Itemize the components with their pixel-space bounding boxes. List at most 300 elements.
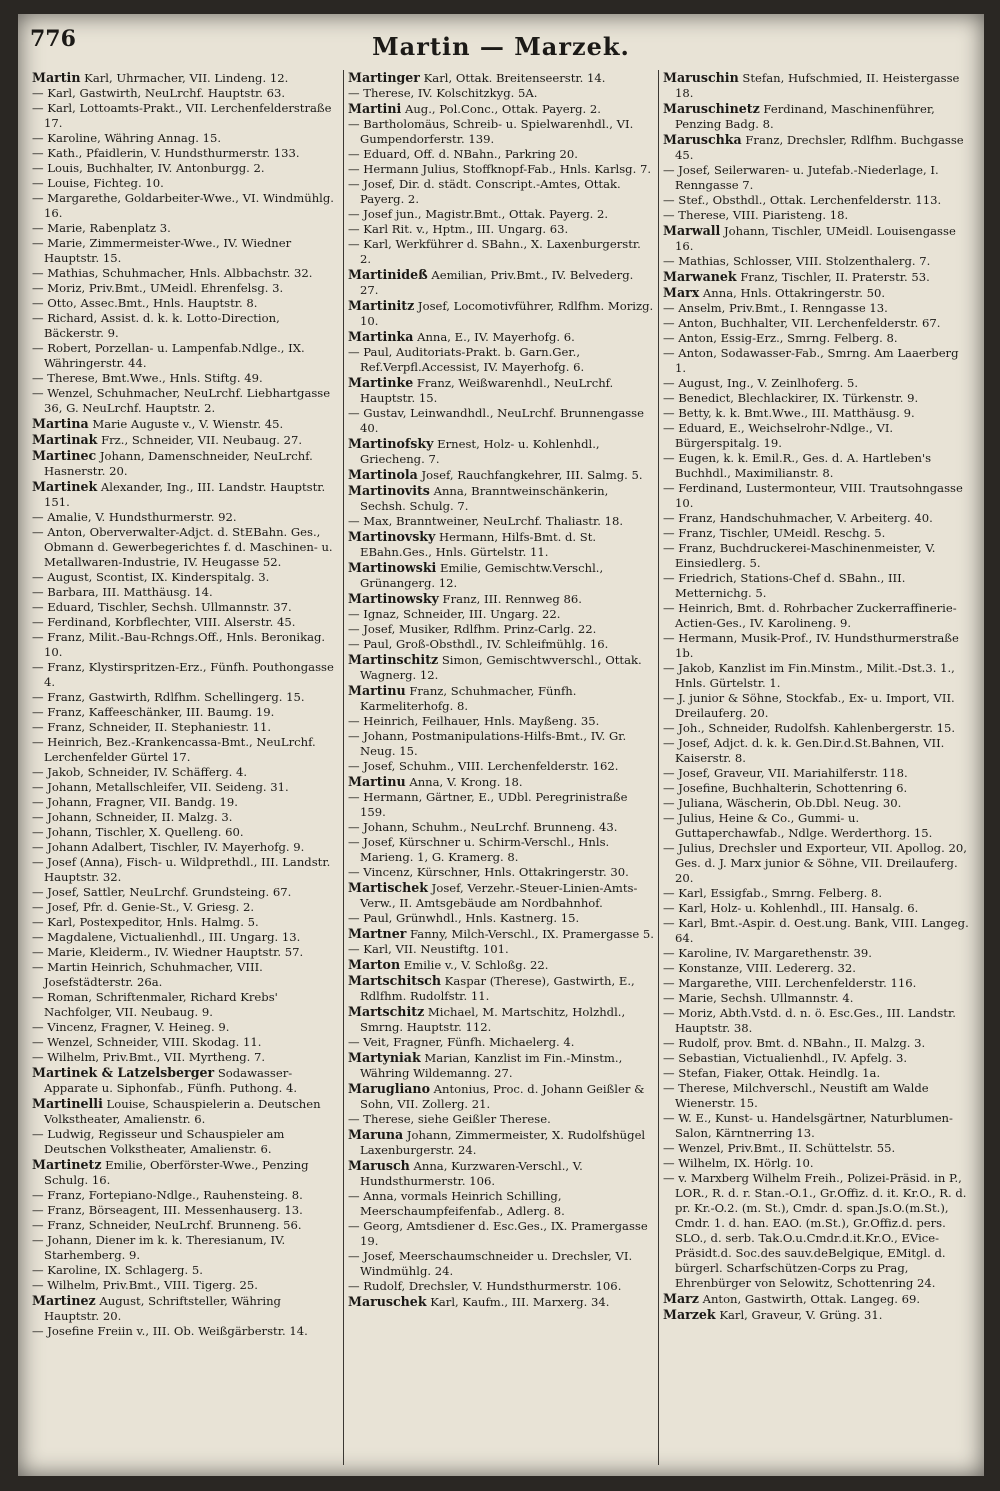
entry-details: — Karl, Lottoamts-Prakt., VII. Lerchenfelderstraße 17. <box>32 101 332 130</box>
directory-entry <box>663 481 969 511</box>
directory-entry <box>348 1279 654 1294</box>
directory-entry <box>663 571 969 601</box>
entry-surname: Marz <box>663 1291 699 1306</box>
directory-entry <box>348 406 654 436</box>
directory-entry <box>32 825 339 840</box>
directory-entry <box>348 162 654 177</box>
entry-surname: Martinitz <box>348 298 415 313</box>
directory-entry <box>32 101 339 131</box>
directory-entry <box>32 221 339 236</box>
entry-details: Franz, Tischler, II. Praterstr. 53. <box>736 270 930 284</box>
directory-entry <box>32 176 339 191</box>
directory-entry <box>348 683 654 714</box>
directory-entry <box>32 900 339 915</box>
entry-details: — Franz, Gastwirth, Rdlfhm. Schellingerg. 15. <box>32 690 305 704</box>
page-header <box>18 14 984 66</box>
entry-details: Ernest, Holz- u. Kohlenhdl., Griecheng. 7. <box>360 437 600 466</box>
entry-details: — Josef, Sattler, NeuLrchf. Grundsteing. 67. <box>32 885 292 899</box>
directory-entry <box>32 1050 339 1065</box>
directory-entry <box>348 591 654 607</box>
entry-surname: Maruschka <box>663 132 742 147</box>
entry-details: — Hermann Julius, Stoffknopf-Fab., Hnls. Karlsg. 7. <box>348 162 652 176</box>
directory-entry <box>348 560 654 591</box>
directory-entry <box>32 281 339 296</box>
directory-entry <box>663 391 969 406</box>
entry-details: — Josef, Musiker, Rdlfhm. Prinz-Carlg. 22. <box>348 622 597 636</box>
entry-details: — Karoline, Währing Annag. 15. <box>32 131 222 145</box>
directory-entry <box>348 714 654 729</box>
directory-entry <box>663 1036 969 1051</box>
directory-entry <box>32 960 339 990</box>
directory-entry <box>32 131 339 146</box>
directory-entry <box>348 345 654 375</box>
directory-entry <box>663 1141 969 1156</box>
entry-details: Antonius, Proc. d. Johann Geißler & Sohn, VII. Zollerg. 21. <box>360 1082 645 1111</box>
directory-entry <box>32 735 339 765</box>
directory-entry <box>663 1066 969 1081</box>
entry-details: Anton, Gastwirth, Ottak. Langeg. 69. <box>698 1292 921 1306</box>
directory-entry <box>663 1307 969 1323</box>
entry-details: — Paul, Grünwhdl., Hnls. Kastnerg. 15. <box>348 911 580 925</box>
directory-entry <box>663 208 969 223</box>
entry-details: — Eduard, Tischler, Sechsh. Ullmannstr. 37. <box>32 600 292 614</box>
directory-entry <box>348 1189 654 1219</box>
entry-details: Karl, Ottak. Breitenseerstr. 14. <box>419 71 606 85</box>
entry-details: — Johann, Tischler, X. Quelleng. 60. <box>32 825 244 839</box>
entry-details: — Moriz, Priv.Bmt., UMeidl. Ehrenfelsg. 3. <box>32 281 284 295</box>
entry-details: — Karl, Postexpeditor, Hnls. Halmg. 5. <box>32 915 259 929</box>
entry-details: Josef, Rauchfangkehrer, III. Salmg. 5. <box>417 468 643 482</box>
directory-entry <box>348 467 654 483</box>
entry-surname: Martinowski <box>348 560 437 575</box>
directory-entry <box>32 1203 339 1218</box>
entry-details: — Eduard, Off. d. NBahn., Parkring 20. <box>348 147 578 161</box>
directory-entry <box>663 421 969 451</box>
directory-entry <box>663 163 969 193</box>
entry-details: — Ferdinand, Korbflechter, VIII. Alserstr. 45. <box>32 615 296 629</box>
directory-entry <box>32 795 339 810</box>
entry-details: — August, Ing., V. Zeinlhoferg. 5. <box>663 376 859 390</box>
entry-surname: Maruschin <box>663 70 739 85</box>
directory-entry <box>32 915 339 930</box>
entry-surname: Martschitsch <box>348 973 441 988</box>
directory-entry <box>32 840 339 855</box>
entry-details: — Kath., Pfaidlerin, V. Hundsthurmerstr. 133. <box>32 146 300 160</box>
entry-surname: Martinek <box>32 479 98 494</box>
entry-details: — Johann Adalbert, Tischler, IV. Mayerhofg. 9. <box>32 840 305 854</box>
directory-entry <box>32 1278 339 1293</box>
entry-surname: Martner <box>348 926 407 941</box>
directory-entry <box>32 885 339 900</box>
entry-details: — v. Marxberg Wilhelm Freih., Polizei-Präsid. in P., LOR., R. d. r. Stan.-O.1., Gr.Offiz. d. it. Kr.O., R. d. pr. Kr.-O.2. (m. St.), Cmdr. d. span.Js.O.(m.St.), Cmdr. 1. d. han. EAO. (m.St.), Gr.Offiz.d. pers. SLO., d. serb. Tak.O.u.Cmdr.d.it.Kr.O., EVice-Präsidt.d. Soc.des sauv.deBelgique, EMitgl. d. bürgerl. Scharfschützen-Corps zu Prag, Ehrenbürger von Selowitz, Schottenring 24. <box>663 1171 967 1290</box>
entry-details: — Barbara, III. Matthäusg. 14. <box>32 585 213 599</box>
entry-details: Johann, Tischler, UMeidl. Louisengasse 16. <box>675 224 956 253</box>
directory-entry <box>663 269 969 285</box>
entry-surname: Marzek <box>663 1307 716 1322</box>
directory-entry <box>348 207 654 222</box>
directory-entry <box>32 1218 339 1233</box>
directory-entry <box>348 514 654 529</box>
entry-details: Karl, Graveur, V. Grüng. 31. <box>715 1308 883 1322</box>
entry-details: — Johann, Fragner, VII. Bandg. 19. <box>32 795 238 809</box>
entry-details: Anna, Hnls. Ottakringerstr. 50. <box>699 286 886 300</box>
entry-details: — Sebastian, Victualienhdl., IV. Apfelg. 3. <box>663 1051 908 1065</box>
entry-surname: Martinu <box>348 774 406 789</box>
directory-entry <box>348 835 654 865</box>
entry-surname: Marwall <box>663 223 721 238</box>
directory-entry <box>663 1051 969 1066</box>
entry-details: — Karl, VII. Neustiftg. 101. <box>348 942 509 956</box>
directory-entry <box>348 375 654 406</box>
entry-details: — Robert, Porzellan- u. Lampenfab.Ndlge., IX. Währingerstr. 44. <box>32 341 305 370</box>
entry-surname: Martinu <box>348 683 406 698</box>
entry-details: — Joh., Schneider, Rudolfsh. Kahlenbergerstr. 15. <box>663 721 956 735</box>
entry-details: — Eugen, k. k. Emil.R., Ges. d. A. Hartleben's Buchhdl., Maximilianstr. 8. <box>663 451 932 480</box>
entry-details: — Friedrich, Stations-Chef d. SBahn., III. Metternichg. 5. <box>663 571 906 600</box>
entry-details: — Karoline, IX. Schlagerg. 5. <box>32 1263 203 1277</box>
entry-details: — Therese, Bmt.Wwe., Hnls. Stiftg. 49. <box>32 371 263 385</box>
directory-entry <box>348 1081 654 1112</box>
entry-details: Anna, Kurzwaren-Verschl., V. Hundsthurmerstr. 106. <box>360 1159 583 1188</box>
directory-entry <box>32 70 339 86</box>
entry-details: — Wilhelm, IX. Hörlg. 10. <box>663 1156 814 1170</box>
entry-details: — Wenzel, Schuhmacher, NeuLrchf. Liebhartgasse 36, G. NeuLrchf. Hauptstr. 2. <box>32 386 331 415</box>
entry-details: — Josef, Dir. d. städt. Conscript.-Amtes, Ottak. Payerg. 2. <box>348 177 621 206</box>
entry-details: — Karl, Essigfab., Smrng. Felberg. 8. <box>663 886 883 900</box>
entry-surname: Martinschitz <box>348 652 439 667</box>
entry-details: — Mathias, Schuhmacher, Hnls. Albbachstr. 32. <box>32 266 313 280</box>
entry-details: Kaspar (Therese), Gastwirth, E., Rdlfhm. Rudolfstr. 11. <box>360 974 635 1003</box>
directory-entry <box>32 990 339 1020</box>
entry-details: — Josef (Anna), Fisch- u. Wildprethdl., III. Landstr. Hauptstr. 32. <box>32 855 331 884</box>
entry-details: — Josef, Kürschner u. Schirm-Verschl., Hnls. Marieng. 1, G. Kramerg. 8. <box>348 835 610 864</box>
entry-details: — Eduard, E., Weichselrohr-Ndlge., VI. Bürgerspitalg. 19. <box>663 421 894 450</box>
entry-details: — Marie, Rabenplatz 3. <box>32 221 171 235</box>
entry-details: — Betty, k. k. Bmt.Wwe., III. Matthäusg. 9. <box>663 406 915 420</box>
directory-entry <box>32 1157 339 1188</box>
entry-details: — Ludwig, Regisseur und Schauspieler am Deutschen Volkstheater, Amalienstr. 6. <box>32 1127 285 1156</box>
directory-entry <box>32 1324 339 1339</box>
entry-details: — Josef, Graveur, VII. Mariahilferstr. 118. <box>663 766 908 780</box>
entry-details: — J. junior & Söhne, Stockfab., Ex- u. Import, VII. Dreilauferg. 20. <box>663 691 955 720</box>
directory-entry <box>663 101 969 132</box>
entry-details: — Ignaz, Schneider, III. Ungarg. 22. <box>348 607 561 621</box>
directory-entry <box>348 607 654 622</box>
directory-entry <box>32 930 339 945</box>
entry-details: — Juliana, Wäscherin, Ob.Dbl. Neug. 30. <box>663 796 902 810</box>
entry-details: — Karl, Bmt.-Aspir. d. Oest.ung. Bank, VIII. Langeg. 64. <box>663 916 969 945</box>
entry-details: Johann, Damenschneider, NeuLrchf. Hasnerstr. 20. <box>44 449 313 478</box>
directory-entry <box>32 341 339 371</box>
entry-details: — Josef, Seilerwaren- u. Jutefab.-Niederlage, I. Renngasse 7. <box>663 163 939 192</box>
entry-details: — Moriz, Abth.Vstd. d. n. ö. Esc.Ges., III. Landstr. Hauptstr. 38. <box>663 1006 956 1035</box>
entry-surname: Martyniak <box>348 1050 421 1065</box>
entry-details: — Veit, Fragner, Fünfh. Michaelerg. 4. <box>348 1035 575 1049</box>
entry-surname: Martinke <box>348 375 414 390</box>
directory-entry <box>32 1127 339 1157</box>
entry-surname: Martinovits <box>348 483 430 498</box>
directory-entry <box>663 631 969 661</box>
entry-details: — Margarethe, Goldarbeiter-Wwe., VI. Windmühlg. 16. <box>32 191 334 220</box>
directory-entry <box>663 1171 969 1291</box>
directory-entry <box>32 386 339 416</box>
directory-entry <box>663 1006 969 1036</box>
directory-entry <box>348 147 654 162</box>
directory-entry <box>348 177 654 207</box>
directory-entry <box>32 585 339 600</box>
entry-surname: Marugliano <box>348 1081 430 1096</box>
entry-surname: Martinofsky <box>348 436 434 451</box>
directory-entry <box>663 721 969 736</box>
entry-details: Josef, Locomotivführer, Rdlfhm. Morizg. 10. <box>360 299 654 328</box>
directory-entry <box>32 765 339 780</box>
directory-entry <box>348 70 654 86</box>
entry-details: August, Schriftsteller, Währing Hauptstr. 20. <box>44 1294 281 1323</box>
directory-entry <box>348 911 654 926</box>
entry-details: Franz, Schuhmacher, Fünfh. Karmeliterhofg. 8. <box>360 684 577 713</box>
entry-details: Emilie, Gemischtw.Verschl., Grünangerg. 12. <box>360 561 604 590</box>
entry-surname: Martinovsky <box>348 529 436 544</box>
entry-details: — Therese, IV. Kolschitzkyg. 5A. <box>348 86 538 100</box>
entry-details: — Amalie, V. Hundsthurmerstr. 92. <box>32 510 237 524</box>
directory-entry <box>32 855 339 885</box>
entry-details: — Franz, Schneider, II. Stephaniestr. 11. <box>32 720 272 734</box>
directory-entry <box>32 780 339 795</box>
entry-surname: Martinetz <box>32 1157 102 1172</box>
entry-details: — Anton, Sodawasser-Fab., Smrng. Am Laaerberg 1. <box>663 346 959 375</box>
directory-entry <box>348 483 654 514</box>
directory-entry <box>348 86 654 101</box>
entry-details: — Jakob, Schneider, IV. Schäfferg. 4. <box>32 765 248 779</box>
entry-details: Anna, Branntweinschänkerin, Sechsh. Schulg. 7. <box>360 484 609 513</box>
directory-entry <box>32 720 339 735</box>
directory-entry <box>348 880 654 911</box>
directory-entry <box>348 973 654 1004</box>
entry-details: Frz., Schneider, VII. Neubaug. 27. <box>97 433 303 447</box>
entry-details: — Gustav, Leinwandhdl., NeuLrchf. Brunnengasse 40. <box>348 406 644 435</box>
directory-entry <box>663 1111 969 1141</box>
entry-details: — Franz, Kaffeeschänker, III. Baumg. 19. <box>32 705 275 719</box>
directory-entry <box>348 1004 654 1035</box>
directory-entry <box>32 191 339 221</box>
entry-details: — Mathias, Schlosser, VIII. Stolzenthalerg. 7. <box>663 254 931 268</box>
entry-details: — Josefine Freiin v., III. Ob. Weißgärberstr. 14. <box>32 1324 308 1338</box>
entry-surname: Martinowsky <box>348 591 439 606</box>
directory-entry <box>32 161 339 176</box>
entry-details: — Therese, siehe Geißler Therese. <box>348 1112 551 1126</box>
directory-entry <box>663 961 969 976</box>
entry-details: Louise, Schauspielerin a. Deutschen Volkstheater, Amalienstr. 6. <box>44 1097 321 1126</box>
running-head: Martin — Marzek. <box>372 32 630 61</box>
directory-entry <box>663 346 969 376</box>
entry-details: — Marie, Kleiderm., IV. Wiedner Hauptstr. 57. <box>32 945 304 959</box>
directory-entry <box>32 448 339 479</box>
directory-entry <box>663 285 969 301</box>
entry-details: — Heinrich, Bez.-Krankencassa-Bmt., NeuLrchf. Lerchenfelder Gürtel 17. <box>32 735 316 764</box>
entry-details: — Rudolf, prov. Bmt. d. NBahn., II. Malzg. 3. <box>663 1036 926 1050</box>
entry-details: — Franz, Buchdruckerei-Maschinenmeister, V. Einsiedlerg. 5. <box>663 541 936 570</box>
directory-entry <box>348 222 654 237</box>
entry-details: — Karl, Holz- u. Kohlenhdl., III. Hansalg. 6. <box>663 901 919 915</box>
directory-entry <box>32 416 339 432</box>
directory-entry <box>348 436 654 467</box>
entry-details: — Max, Branntweiner, NeuLrchf. Thaliastr. 18. <box>348 514 624 528</box>
entry-surname: Martinola <box>348 467 418 482</box>
column-1 <box>28 70 343 1465</box>
directory-entry <box>348 101 654 117</box>
directory-entry <box>663 376 969 391</box>
entry-details: — Heinrich, Feilhauer, Hnls. Mayßeng. 35. <box>348 714 600 728</box>
entry-details: — Karl Rit. v., Hptm., III. Ungarg. 63. <box>348 222 569 236</box>
directory-entry <box>348 529 654 560</box>
entry-details: — Wilhelm, Priv.Bmt., VII. Myrtheng. 7. <box>32 1050 266 1064</box>
entry-details: — Wenzel, Schneider, VIII. Skodag. 11. <box>32 1035 262 1049</box>
entry-details: — Josef jun., Magistr.Bmt., Ottak. Payerg. 2. <box>348 207 609 221</box>
entry-details: — Stefan, Fiaker, Ottak. Heindlg. 1a. <box>663 1066 881 1080</box>
entry-details: — Rudolf, Drechsler, V. Hundsthurmerstr. 106. <box>348 1279 622 1293</box>
directory-entry <box>32 86 339 101</box>
entry-surname: Martinger <box>348 70 420 85</box>
entry-details: — Johann, Schneider, II. Malzg. 3. <box>32 810 233 824</box>
directory-entry <box>348 652 654 683</box>
entry-details: — Louise, Fichteg. 10. <box>32 176 164 190</box>
directory-entry <box>663 811 969 841</box>
directory-entry <box>32 1293 339 1324</box>
directory-entry <box>663 766 969 781</box>
directory-entry <box>32 525 339 570</box>
entry-details: Franz, Weißwarenhdl., NeuLrchf. Hauptstr. 15. <box>360 376 614 405</box>
entry-surname: Martinideß <box>348 267 428 282</box>
entry-surname: Martinez <box>32 1293 96 1308</box>
directory-entry <box>663 1291 969 1307</box>
entry-details: — Vincenz, Fragner, V. Heineg. 9. <box>32 1020 230 1034</box>
entry-details: — Jakob, Kanzlist im Fin.Minstm., Milit.-Dst.3. 1., Hnls. Gürtelstr. 1. <box>663 661 955 690</box>
directory-entry <box>348 790 654 820</box>
directory-entry <box>348 1158 654 1189</box>
directory-entry <box>663 526 969 541</box>
entry-details: — Hermann, Gärtner, E., UDbl. Peregrinistraße 159. <box>348 790 628 819</box>
entry-details: — Roman, Schriftenmaler, Richard Krebs' Nachfolger, VII. Neubaug. 9. <box>32 990 278 1019</box>
directory-entry <box>348 1249 654 1279</box>
entry-surname: Marusch <box>348 1158 410 1173</box>
entry-details: — Bartholomäus, Schreib- u. Spielwarenhdl., VI. Gumpendorferstr. 139. <box>348 117 634 146</box>
directory-entry <box>663 946 969 961</box>
entry-details: — Johann, Metallschleifer, VII. Seideng. 31. <box>32 780 289 794</box>
entry-details: Stefan, Hufschmied, II. Heistergasse 18. <box>675 71 960 100</box>
entry-details: — Marie, Sechsh. Ullmannstr. 4. <box>663 991 854 1005</box>
directory-entry <box>32 311 339 341</box>
directory-entry <box>663 901 969 916</box>
entry-details: — Julius, Heine & Co., Gummi- u. Guttaperchawfab., Ndlge. Werderthorg. 15. <box>663 811 933 840</box>
directory-entry <box>348 637 654 652</box>
directory-entry <box>32 1096 339 1127</box>
entry-details: — Louis, Buchhalter, IV. Antonburgg. 2. <box>32 161 265 175</box>
directory-entry <box>32 810 339 825</box>
entry-details: — Franz, Schneider, NeuLrchf. Brunneng. 56. <box>32 1218 302 1232</box>
directory-entry <box>32 945 339 960</box>
entry-surname: Martin <box>32 70 81 85</box>
entry-details: — Anselm, Priv.Bmt., I. Renngasse 13. <box>663 301 888 315</box>
directory-entry <box>663 254 969 269</box>
entry-details: — Paul, Auditoriats-Prakt. b. Garn.Ger., Ref.Verpfl.Accessist, IV. Mayerhofg. 6. <box>348 345 585 374</box>
entry-details: Hermann, Hilfs-Bmt. d. St. EBahn.Ges., Hnls. Gürtelstr. 11. <box>360 530 597 559</box>
directory-entry <box>348 622 654 637</box>
directory-entry <box>663 451 969 481</box>
entry-surname: Martschitz <box>348 1004 425 1019</box>
entry-details: — Magdalene, Victualienhdl., III. Ungarg. 13. <box>32 930 301 944</box>
entry-details: — Karoline, IV. Margarethenstr. 39. <box>663 946 872 960</box>
entry-details: Anna, E., IV. Mayerhofg. 6. <box>413 330 575 344</box>
entry-details: Franz, Drechsler, Rdlfhm. Buchgasse 45. <box>675 133 964 162</box>
directory-entry <box>348 298 654 329</box>
entry-details: — Franz, Tischler, UMeidl. Reschg. 5. <box>663 526 886 540</box>
entry-details: — Johann, Schuhm., NeuLrchf. Brunneng. 43. <box>348 820 618 834</box>
entry-details: Aug., Pol.Conc., Ottak. Payerg. 2. <box>401 102 601 116</box>
entry-details: Alexander, Ing., III. Landstr. Hauptstr. 151. <box>44 480 326 509</box>
directory-entry <box>663 691 969 721</box>
directory-entry <box>32 660 339 690</box>
entry-details: — Franz, Fortepiano-Ndlge., Rauhensteing. 8. <box>32 1188 303 1202</box>
directory-entry <box>663 223 969 254</box>
directory-entry <box>32 266 339 281</box>
directory-entry <box>348 774 654 790</box>
entry-details: — Margarethe, VIII. Lerchenfelderstr. 116. <box>663 976 917 990</box>
entry-details: Marie Auguste v., V. Wienstr. 45. <box>88 417 284 431</box>
directory-entry <box>32 1233 339 1263</box>
directory-entry <box>348 267 654 298</box>
entry-details: — Wilhelm, Priv.Bmt., VIII. Tigerg. 25. <box>32 1278 258 1292</box>
entry-details: — Vincenz, Kürschner, Hnls. Ottakringerstr. 30. <box>348 865 629 879</box>
entry-details: — Benedict, Blechlackirer, IX. Türkenstr. 9. <box>663 391 919 405</box>
directory-entry <box>32 615 339 630</box>
entry-surname: Marton <box>348 957 401 972</box>
directory-entry <box>32 1065 339 1096</box>
entry-details: — Johann, Diener im k. k. Theresianum, IV. Starhemberg. 9. <box>32 1233 286 1262</box>
directory-entry <box>32 146 339 161</box>
directory-entry <box>663 781 969 796</box>
entry-details: — Georg, Amtsdiener d. Esc.Ges., IX. Pramergasse 19. <box>348 1219 648 1248</box>
entry-details: — Josef, Adjct. d. k. k. Gen.Dir.d.St.Bahnen, VII. Kaiserstr. 8. <box>663 736 945 765</box>
entry-surname: Martina <box>32 416 89 431</box>
directory-entry <box>348 1219 654 1249</box>
entry-details: — Anton, Buchhalter, VII. Lerchenfelderstr. 67. <box>663 316 941 330</box>
directory-entry <box>348 820 654 835</box>
entry-details: — Josef, Meerschaumschneider u. Drechsler, VI. Windmühlg. 24. <box>348 1249 633 1278</box>
entry-surname: Martinec <box>32 448 97 463</box>
entry-details: — Karl, Werkführer d. SBahn., X. Laxenburgerstr. 2. <box>348 237 641 266</box>
entry-details: — Marie, Zimmermeister-Wwe., IV. Wiedner Hauptstr. 15. <box>32 236 292 265</box>
entry-surname: Martischek <box>348 880 428 895</box>
entry-surname: Martinek & Latzelsberger <box>32 1065 215 1080</box>
directory-entry <box>348 1050 654 1081</box>
entry-details: — Hermann, Musik-Prof., IV. Hundsthurmerstraße 1b. <box>663 631 959 660</box>
entry-details: — Richard, Assist. d. k. k. Lotto-Direction, Bäckerstr. 9. <box>32 311 280 340</box>
directory-entry <box>663 796 969 811</box>
directory-entry <box>348 237 654 267</box>
entry-details: — Therese, Milchverschl., Neustift am Walde Wienerstr. 15. <box>663 1081 929 1110</box>
entry-details: — Franz, Milit.-Bau-Rchngs.Off., Hnls. Beronikag. 10. <box>32 630 326 659</box>
entry-details: Franz, III. Rennweg 86. <box>438 592 582 606</box>
entry-details: — Anna, vormals Heinrich Schilling, Meerschaumpfeifenfab., Adlerg. 8. <box>348 1189 565 1218</box>
entry-details: Emilie, Oberförster-Wwe., Penzing Schulg. 16. <box>44 1158 309 1187</box>
entry-details: — Karl, Gastwirth, NeuLrchf. Hauptstr. 63. <box>32 86 286 100</box>
entry-details: — Heinrich, Bmt. d. Rohrbacher Zuckerraffinerie-Actien-Ges., IV. Karolineng. 9. <box>663 601 957 630</box>
directory-entry <box>348 1112 654 1127</box>
directory-entry <box>663 1156 969 1171</box>
directory-entry <box>32 570 339 585</box>
directory-entry <box>32 510 339 525</box>
directory-entry <box>348 942 654 957</box>
